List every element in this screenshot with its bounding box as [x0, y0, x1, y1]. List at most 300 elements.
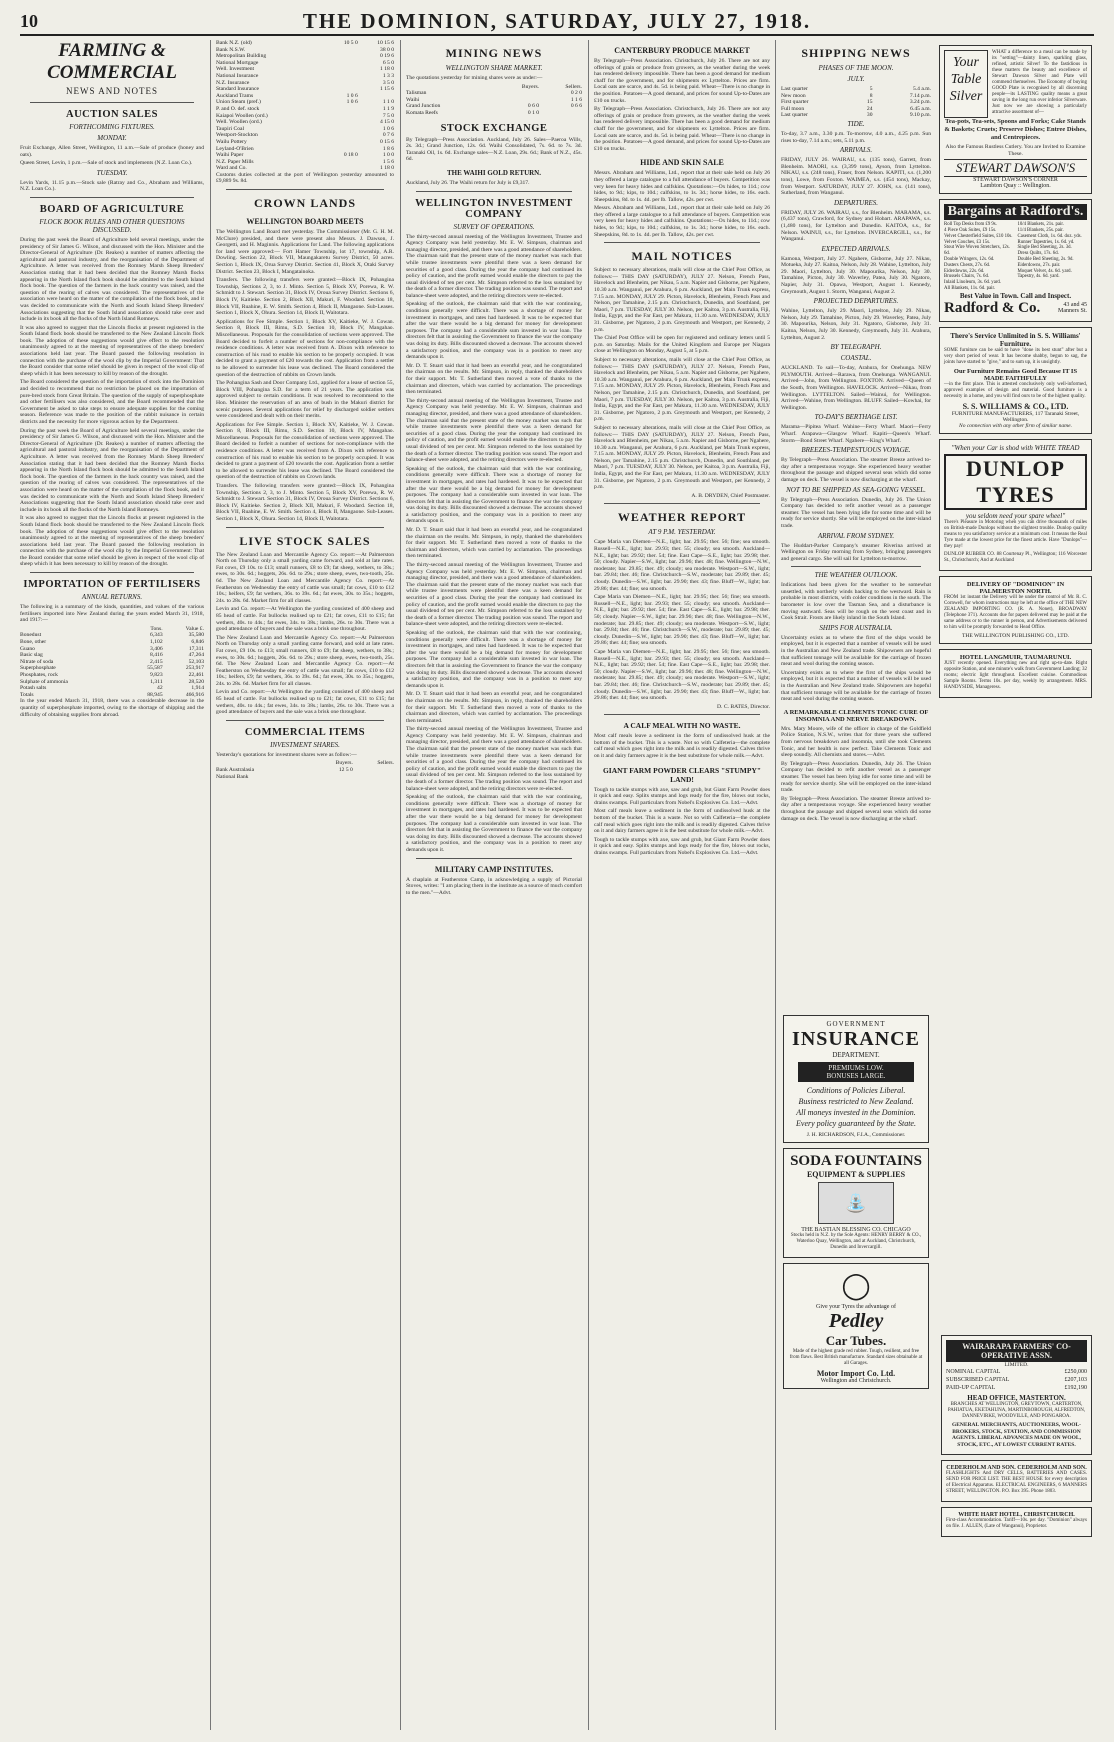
article-text: Uncertainty exists as to where the first of the ships would be employed, but it is expected that a number of vessels will be used in the Australian and New Zealand trade. Shipowners are hopeful that sufficient tonnage will be available for the carriage of frozen meat and wool during the coming season.: [781, 669, 931, 703]
moon-table: [781, 86, 931, 119]
departures-heading: DEPARTURES.: [833, 198, 878, 207]
row-value: £192,190: [1064, 1385, 1087, 1391]
coastal-subheading: COASTAL.: [840, 354, 872, 363]
row-value: 42: [157, 685, 163, 692]
row-value: [353, 774, 394, 781]
row-value: [328, 106, 358, 113]
article-text: Speaking of the outlook, the chairman said that with the war continuing, conditions generally were difficult. There was a shortage of money for investment in mortgages, and rates had hardened. It was to be expected that after the war there would be a big demand for money for development purposes. The company had a considerable sum invested in war loan. The directors felt that in assisting the Government to finance the war the company was doing its duty. Bills discounted showed a decrease. The accounts showed a satisfactory position, and the company was in a position to meet any demands upon it.: [406, 794, 582, 853]
row-value: [328, 73, 358, 80]
table-row: [781, 106, 931, 113]
row-value: 1,102: [150, 639, 163, 646]
ad-title: DELIVERY OF "DOMINION" IN PALMERSTON NORTH.: [966, 580, 1065, 595]
row-label: Bank Australasia: [216, 767, 255, 774]
fountain-icon: ⛲: [818, 1182, 894, 1224]
ad-text: FROM 1st instant the Delivery will be under the control of Mr. R. C. Cornwell, for whom instructions may be left at the office of THE NEW ZEALAND IMPORTING CO. (R. A. Nonet), BROADWAY (Telephone 371). Accounts due for papers delivered may be paid at the same address or to the runner in person, and Advertisements delivered to him will be promptly forwarded to Head Office.: [944, 594, 1087, 630]
row-value: 9.10 p.m.: [909, 112, 931, 119]
article-text: By Telegraph—Press Association. The steamer Breeze arrived to-day after a tempestuous voyage. She experienced heavy weather throughout the passage and shipped several seas which did some damage on deck. The vessel is now discharging at the wharf.: [781, 457, 931, 483]
col-header: Sellers.: [377, 760, 394, 767]
article-text: The thirty-second annual meeting of the Wellington Investment, Trustee and Agency Company was held yesterday. Mr. E. W. Simpson, chairman and managing director, presided, and there was a good attendance of shareholders. The chairman said that the present state of the money market was such that while trustee investments were plentiful there was a keen demand for securities of a good class. During the year the company had continued its policy of caution, and the profit earned would enable the directors to pay the usual dividend of ten per cent. Mr. Simpson referred to the loss sustained by the death of a former director. The trading position was sound. The report and balance-sheet were adopted, and the retiring directors were re-elected.: [406, 562, 582, 628]
article-text: Transfers. The following transfers were granted:—Block IX, Pohangina Township, Sections 2, 3, to J. Minto. Section 5, Block XV, Porewa, R. W. Schmidt to J. Stewart. Section 31, Block IV, Oroua Survey District. Sections 6, Block IV, Kaitieke. Section 2, Block XII, Makuri, F. Woodard. Section 18, Block VII, Ruahine, E. W. Smith. Section 4, Block II, Mangaone. Sub-Leases. Section 1, Block X, Ohura. Section 14, Block II, Waitotara.: [216, 483, 394, 522]
row-value: [328, 86, 358, 93]
list-item: Brussels Chairs, 7s. 6d.: [944, 274, 990, 280]
article-text: Mr. D. T. Stuart said that it had been an eventful year, and he congratulated the chairman on the results. Mr. Simpson, in reply, thanked the shareholders for their support. Mr. T. Sutherland then moved a vote of thanks to the chairman and directors, which was carried by acclamation. The proceedings then terminated.: [406, 527, 582, 560]
ad-title: There's Service Unlimited in S. S. Williams' Furniture.: [950, 331, 1081, 348]
mining-subheading: WELLINGTON SHARE MARKET.: [445, 64, 543, 72]
ad-brand: Radford & Co.: [944, 299, 1041, 316]
row-label: Bank N.Z. (old): [216, 40, 252, 46]
ad-stack-middle: [781, 1010, 931, 1730]
row-value: 6 5 0: [382, 59, 394, 66]
row-value: 1 0 6: [346, 99, 358, 106]
list-item: 10/4 Blankets, 21s. pair.: [1017, 222, 1064, 228]
coastal-heading: BY TELEGRAPH.: [830, 343, 882, 352]
article-text: Cape Maria van Diemen—N.E., light; bar. 29.95; ther. 56; fine; sea smooth. Russell—N.E., light; bar. 29.93; ther. 55; cloudy; sea smooth. Auckland—N.E., light; bar. 29.92; ther. 54; fine. East Cape—S.E., light; bar. 29.98; ther. 50; cloudy. Napier—S.W., light; bar. 29.96; ther. 48; fine. Wellington—N.W., moderate; bar. 29.85; ther. 49; cloudy; sea moderate. Westport—S.W., light; bar. 29.84; ther. 46; fine. Christchurch—S.W., moderate; bar. 29.89; ther. 45; cloudy. Dunedin—S.W., light; bar. 29.90; ther. 43; fine. Bluff—W., light; bar. 29.86; ther. 44; fine; sea smooth.: [594, 594, 770, 647]
row-label: NOMINAL CAPITAL: [946, 1369, 1001, 1375]
table-row: [406, 103, 582, 110]
mining-table: [406, 84, 582, 117]
ad-pedley: [783, 1263, 929, 1389]
article-text: Auckland, July 26. The Waihi return for July is £9,317.: [406, 179, 530, 186]
row-value: 10 5 0: [343, 40, 358, 46]
article-text: Yesterday's quotations for investment shares were as follow:—: [216, 751, 357, 758]
row-value: 1 1 6: [570, 96, 582, 103]
table-row: [216, 126, 394, 133]
weather-heading: WEATHER REPORT: [617, 510, 747, 525]
page-number: 10: [20, 10, 38, 31]
article-text: FRIDAY, JULY 26. WAIRAU, s.s., for Blenheim. MARAMA, s.s. (6,437 tons), Crawford, for Sydney and Hobart. ARAPAWA, s.s. (1,480 tons), for Lyttelton and Dunedin. KAITOA, s.s., for Nelson. WAINUI, s.s., for Lyttelton. INVERCARGILL, s.s., for Wanganui.: [781, 209, 931, 243]
ad-company: Motor Import Co. Ltd.: [816, 1369, 896, 1378]
row-label: Union Steam (pref.): [216, 99, 261, 106]
silver-word: Table: [950, 72, 982, 87]
row-label: PAID-UP CAPITAL: [946, 1385, 996, 1391]
article-text: Mr. D. T. Stuart said that it had been an eventful year, and he congratulated the chairman on the results. Mr. Simpson, in reply, thanked the shareholders for their support. Mr. T. Sutherland then moved a vote of thanks to the chairman and directors, which was carried by acclamation. The proceedings then terminated.: [406, 362, 582, 396]
ad-note: Also the Famous Rustless Cutlery. You are Invited to Examine These.: [945, 144, 1086, 157]
table-row: [216, 86, 394, 93]
masthead: [20, 8, 1094, 36]
commercial-heading: COMMERCIAL ITEMS: [244, 726, 366, 738]
row-label: First quarter: [781, 99, 809, 106]
column-rule: [588, 40, 589, 1730]
row-value: 253,917: [185, 665, 204, 672]
row-value: 38 0 0: [380, 46, 394, 53]
row-value: [328, 146, 358, 153]
row-value: [328, 132, 358, 139]
berthage-heading: TO-DAY'S BERTHAGE LIST.: [814, 413, 898, 422]
article-text: Subject to necessary alterations, mails will close at the Chief Post Office, as follows:— THIS DAY (SATURDAY), JULY 27. Nelson, French Pass, Havelock and Blenheim, per Nikau, 5 a.m. Napier and Gisborne, per Ngahere, 10.30 a.m. Wanganui, per Arahura, 6 p.m. Auckland, per Main Trunk express, 7.15 a.m. MONDAY, JULY 29. Picton, Havelock, Blenheim, French Pass and Nelson, per Tamahine, 2.15 p.m. Christchurch, Dunedin, and Southland, per Maori, 7 p.m. TUESDAY, JULY 30. Nelson, per Kaitoa, 3 p.m. Australia, Fiji, India, Egypt, and the Far East, per Makura, 11.30 a.m. WEDNESDAY, JULY 31. Gisborne, per Ngatoro, 2 p.m. Greymouth and Westport, per Kennedy, 2 p.m.: [594, 267, 770, 333]
auction-text: Queen Street, Levin, 1 p.m.—Sale of stock and implements (N.Z. Loan Co.).: [20, 160, 193, 167]
row-value: 6.45 a.m.: [910, 105, 931, 112]
ad-top: GOVERNMENT: [826, 1020, 886, 1028]
table-row: [20, 632, 204, 639]
table-row: [216, 47, 394, 54]
row-value: 6,343: [150, 632, 163, 639]
ad-address: DUNLOP RUBBER CO. 88 Courtenay Pl., Wellington; 116 Worcester St., Christchurch; And at Auckland: [944, 551, 1087, 563]
list-item: Runner Tapestries, 1s. 6d. yd.: [1017, 239, 1075, 245]
article-text: Levin and Co. report:—At Wellington the yarding consisted of 400 sheep and 85 head of cattle. Fat bullocks realised up to £21; fat cows, £11 to £15; fat wethers, 40s. to 44s.; fat ewes, 34s. to 38s.; lambs, 26s. to 30s. There was a good attendance of buyers and the sale was a brisk one throughout.: [216, 689, 394, 716]
table-row: [216, 139, 394, 146]
table-row: [20, 685, 204, 692]
table-row: [946, 1384, 1087, 1392]
row-label: Potash salts: [20, 685, 47, 692]
ad-list: [1018, 222, 1088, 292]
share-note: Customs duties collected at the port of Wellington yesterday amounted to £9,889 9s. 8d.: [216, 171, 394, 185]
article-text: The thirty-second annual meeting of the Wellington Investment, Trustee and Agency Company was held yesterday. Mr. E. W. Simpson, chairman and managing director, presided, and there was a good attendance of shareholders. The chairman said that the present state of the money market was such that while trustee investments were plentiful there was a keen demand for securities of a good class. During the year the company had continued its policy of caution, and the profit earned would enable the directors to pay the usual dividend of ten per cent. Mr. Simpson referred to the loss sustained by the death of a former director. The trading position was sound. The report and balance-sheet were adopted, and the retiring directors were re-elected.: [406, 233, 582, 299]
row-value: [353, 767, 394, 774]
row-value: 1 18 0: [380, 66, 394, 73]
col-header: Buyers.: [521, 83, 540, 90]
row-label: New moon: [781, 92, 806, 99]
row-value: 1 0 6: [346, 92, 358, 99]
row-value: 0 19 6: [380, 53, 394, 60]
table-row: [406, 90, 582, 97]
row-value: 0 7 6: [382, 132, 394, 139]
article-text: The Pohangina Sash and Door Company Ltd., applied for a lease of section 55, Block VIII, Pohangina S.D. for a term of 21 years. The application was approved subject to certain conditions. It was resolved to recommend to the Hon. Minister the reservation of an area of bush in the Makuri district for scenic purposes. Several applications for relief by discharged soldier settlers were considered and dealt with on their merits.: [216, 380, 394, 420]
row-value: 7.14 p.m.: [909, 92, 931, 99]
row-label: Standard Insurance: [216, 86, 260, 93]
import-table: [20, 626, 204, 699]
row-label: National Bank: [216, 773, 249, 780]
ad-title: WAIRARAPA FARMERS' CO-OPERATIVE ASSN.: [946, 1340, 1087, 1362]
projected-heading: PROJECTED DEPARTURES.: [813, 297, 899, 306]
ad-whitehart: [941, 1507, 1092, 1537]
table-row: [216, 165, 394, 172]
newspaper-title: THE DOMINION, SATURDAY, JULY 27, 1918.: [302, 8, 812, 33]
row-label: Auckland Trams: [216, 92, 254, 99]
auction-day: MONDAY.: [97, 134, 127, 142]
article-text: The Chief Post Office will be open for registered and ordinary letters until 5 p.m. on Saturday. Mails for the United Kingdom and Europe per Niagara close at Wellington on Monday, August 5, at 5 p.m.: [594, 335, 770, 355]
article-text: Tough to tackle stumps with axe, saw and grub, but Giant Farm Powder does it quick and easy. Splits stumps and logs ready for the fire, blows out rocks, drains swamps. Full particulars from Nobel's Explosives Co. Ltd.—Advt.: [594, 786, 770, 806]
ad-text: SOME furniture can be said to have "done its best stunt" after but a very short period of wear. It has become shabby, begun to sag, the joints have started to "give," and to sum up, it is unsightly.: [944, 347, 1087, 365]
row-value: 15: [866, 99, 873, 106]
row-label: National Mortgage: [216, 59, 259, 66]
row-label: Well. Investment: [216, 66, 255, 73]
table-row: [406, 97, 582, 104]
col-header: Sellers.: [565, 83, 582, 90]
row-value: 2,415: [150, 658, 163, 665]
col-header: Value £.: [185, 625, 204, 632]
shipping-heading: SHIPPING NEWS: [801, 46, 911, 60]
auction-heading: AUCTION SALES: [66, 109, 158, 120]
article-text: Tough to tackle stumps with axe, saw and grub, but Giant Farm Powder does it quick and easy. Splits stumps and logs ready for the fire, blows out rocks, drains swamps. Full particulars from Nobel's Explosives Co. Ltd.—Advt.: [594, 836, 770, 856]
row-value: [358, 93, 394, 100]
ad-text: There's Pleasure in Motoring when you can drive thousands of miles on British-made Dunlops without the slightest trouble. Dunlop quality means to you satisfactory service at a minimum cost. It means the Real Tyre made at the lowest price for the finest article. Have "Dunlops"—they pay!: [944, 519, 1087, 549]
row-label: Taupiri Coal: [216, 125, 245, 132]
tube-icon: ◯: [841, 1271, 871, 1300]
ad-text: —in the first place. This is attested conclusively only well-informed, approved examples of design and material. Good furniture is a necessity in a home, and you will find ours to be of the highest quality.: [944, 381, 1087, 399]
row-value: 55,587: [147, 665, 163, 672]
row-value: 9,823: [150, 672, 163, 678]
row-value: 1,311: [150, 678, 163, 685]
row-value: 1 15 6: [380, 86, 394, 93]
tides-heading: TIDE.: [847, 119, 865, 128]
table-row: [781, 99, 931, 106]
row-label: Well. Woollen (ord.): [216, 119, 262, 126]
ad-text: JUST recently opened. Everything new and right up-to-date. Right opposite Station, and one minute's walk from Government Landing; 32 rooms; electric light throughout. Excellent cuisine. Commodious Sample Rooms. Terms 10s. per day, weekly by arrangement. MRS. HANDYSIDE, Manageress.: [944, 660, 1087, 690]
table-row: [216, 159, 394, 166]
article-text: Most calf meals leave a sediment in the form of undissolved husk at the bottom of the bucket. This is a waste. Not so with Calfeteria—the complete calf meal which goes right into the milk and is readily digested. Calves thrive on it and dairy farmers agree it is the best substitute for whole milk.—Advt.: [594, 808, 770, 835]
weather-subheading: AT 9 P.M. YESTERDAY.: [648, 528, 716, 537]
table-row: [216, 119, 394, 126]
ad-sub: FURNITURE MANUFACTURERS, 117 Taranaki Street, Wellington.: [951, 410, 1080, 423]
silver-box: [944, 50, 988, 118]
ad-text: GENERAL MERCHANTS, AUCTIONEERS, WOOL-BROKERS, STOCK, STATION, AND COMMISSION AGENTS. LIBERAL ADVANCES MADE ON WOOL, STOCK, ETC., AT LOWEST CURRENT RATES.: [951, 1422, 1082, 1448]
divider: [604, 503, 760, 504]
article-text: Speaking of the outlook, the chairman said that with the war continuing, conditions generally were difficult. There was a shortage of money for investment in mortgages, and rates had hardened. It was to be expected that after the war there would be a big demand for money for development purposes. The company had a considerable sum invested in war loan. The directors felt that in assisting the Government to finance the war the company was doing its duty. Bills discounted showed a decrease. The accounts showed a satisfactory position, and the company was in a position to meet any demands upon it.: [406, 301, 582, 361]
article-text: By Telegraph—Press Association. Dunedin, July 26. The Union Company has decided to refit another vessel as a passenger steamer. The vessel has been lying idle for some time and will be ready for service shortly. She will be employed on the inter-island trade.: [781, 496, 931, 529]
column-mining: [406, 40, 582, 1730]
article-text: Marama—Pipitea Wharf. Wahine—Ferry Wharf. Maori—Ferry Wharf. Arapawa—Glasgow Wharf. Kapiti—Queen's Wharf. Storm—Bond Street Wharf. Ngahere—King's Wharf.: [781, 424, 931, 444]
article-text: Cape Maria van Diemen—N.E., light; bar. 29.95; ther. 56; fine; sea smooth. Russell—N.E., light; bar. 29.93; ther. 55; cloudy; sea smooth. Auckland—N.E., light; bar. 29.92; ther. 54; fine. East Cape—S.E., light; bar. 29.98; ther. 50; cloudy. Napier—S.W., light; bar. 29.96; ther. 48; fine. Wellington—N.W., moderate; bar. 29.85; ther. 49; cloudy; sea moderate. Westport—S.W., light; bar. 29.84; ther. 46; fine. Christchurch—S.W., moderate; bar. 29.89; ther. 45; cloudy. Dunedin—S.W., light; bar. 29.90; ther. 43; fine. Bluff—W., light; bar. 29.86; ther. 44; fine; sea smooth.: [594, 539, 770, 592]
ad-items: Tea-pots, Tea-sets, Spoons and Forks; Cake Stands & Baskets; Cruets; Preserve Dishes; Entree Dishes, and Centrepieces.: [944, 118, 1087, 141]
row-label: Last quarter: [781, 86, 808, 92]
article-text: Uncertainty exists as to where the first of the ships would be employed, but it is expected that a number of vessels will be used in the Australian and New Zealand trade. Shipowners are hopeful that sufficient tonnage will be available for the carriage of frozen meat and wool during the coming season.: [781, 634, 931, 668]
list-item: Casement Cloth, 1s. 6d. doz. yds.: [1017, 233, 1082, 239]
investment-subheading: SURVEY OF OPERATIONS.: [453, 222, 535, 231]
list-item: Velvet Couches, £3 15s.: [944, 239, 991, 245]
ad-brand: S. S. WILLIAMS & CO., LTD.: [962, 401, 1069, 411]
divider: [30, 102, 194, 103]
import-subheading: ANNUAL RETURNS.: [81, 593, 143, 602]
row-label: Waihi Paper: [216, 152, 244, 159]
ad-maker: THE BASTIAN BLESSING CO. CHICAGO: [801, 1227, 911, 1233]
crown-heading: CROWN LANDS: [253, 196, 356, 211]
list-item: Stout Wire Woven Stretchers, 12s. 6d.: [944, 245, 1010, 257]
ad-conditions: [788, 1085, 924, 1129]
article-text: The quotations yesterday for mining shares were as under:—: [406, 75, 543, 81]
list-item: Inlaid Linoleum, 3s. 6d. yard.: [944, 280, 1002, 286]
row-value: 8,416: [150, 652, 163, 659]
row-value: 1 18 0: [380, 165, 394, 172]
article-text: In the year ended March 31, 1918, there was a considerable decrease in the quantity of superphosphate imported, owing to the shortage of shipping and the difficulty of obtaining supplies from abroad.: [20, 698, 204, 718]
row-value: 10 15 6: [377, 40, 394, 46]
ad-brand: SODA FOUNTAINS: [790, 1153, 922, 1169]
article-text: By Telegraph—Press Association. Auckland, July 26. Sales—Paeroa Wills, 2s. 3d.; Grand Junction, 12s. 6d. Waihi Consolidated, 7s. 6d. to 7s. 3d. Taranaki Oil, 1s. 6d. Exchange sales—N.Z. Loan, 29s. 6d.; Bank of N.Z., 45s. 6d.: [406, 136, 582, 163]
ad-title: Car Tubes.: [825, 1333, 887, 1348]
article-text: During the past week the Board of Agriculture held several meetings, under the presidency of Sir James G. Wilson, and discussed with the Hon. Minister and the Director-General of Agriculture (Dr. Reakes) a number of matters affecting the agricultural and pastoral industry, and the reorganisation of the Department of Agriculture. A letter was received from the Romney Marsh Sheep Breeders' Association stating that it had been decided that the Romney Marsh flocks appearing in the North Island flock book should be admitted to the South Island flock book. The question of the farmers in the back country was raised, and the question of the rearing of calves was considered. The representatives of the association were heard on the matter of the compilation of the flock book, and it was decided to communicate with the North and South Island Sheep Breeders' Associations suggesting that the South Island association should take over and include in its book all the flocks of the North Island Romneys.: [20, 427, 204, 513]
row-value: 0 2 0: [570, 90, 582, 97]
list-item: Velvet Chesterfield Suites, £10 10s.: [944, 233, 1013, 239]
ad-tag: you seldom need your spare wheel": [965, 511, 1066, 520]
row-value: 1 8 6: [382, 145, 394, 152]
article-text: Mrs. Mary Moore, wife of the officer in charge of the Goldfield Police Station, N.S.W., writes that for three years she suffered from nervous breakdown and insomnia, until she took Clements Tonic, and her health is now perfect. Take Clements Tonic and sleep soundly. All chemists and stores.—Advt.: [781, 725, 931, 759]
table-row: [781, 86, 931, 93]
arrivals-heading: ARRIVALS.: [839, 146, 873, 155]
ad-list: [944, 222, 1014, 292]
import-heading: IMPORTATION OF FERTILISERS: [23, 579, 201, 591]
ad-insurance: [783, 1015, 929, 1143]
row-value: 1 5 6: [382, 158, 394, 165]
ad-line: Every policy guaranteed by the State.: [796, 1119, 916, 1128]
commercial-subheading: INVESTMENT SHARES.: [270, 740, 340, 749]
waihi-heading: THE WAIHI GOLD RETURN.: [446, 168, 541, 177]
table-row: [406, 110, 582, 117]
row-value: 88,945: [147, 691, 163, 698]
table-row: [20, 665, 204, 672]
ad-highlights: [798, 1062, 914, 1082]
capital-table: [946, 1368, 1087, 1392]
ad-slogan: Best Value in Town. Call and Inspect.: [959, 291, 1072, 300]
ad-brand: INSURANCE: [792, 1028, 920, 1050]
weather-signature: D. C. BATES, Director.: [717, 703, 770, 710]
row-value: [310, 774, 353, 781]
row-label: Guano: [20, 645, 35, 652]
article-text: The New Zealand Loan and Mercantile Agency Co. report:—At Palmerston North on Thursday only a small yarding came forward, and sold at late rates. Fat cows, £9 10s. to £13; small runners, £8 to £9; fat sheep, wethers, to 38s.; ewes, to 30s. 6d.; hoggets, 26s. 6d. to 29s.; store sheep, ewes, two-tooth, 25s. 6d. The New Zealand Loan and Mercantile Agency Co. report:—At Featherston on Wednesday the entry of cattle was small; fat cows, £10 to £12 10s.; heifers, £9; fat wethers, 36s. to 39s. 6d.; fat ewes, 30s. to 35s.; hoggets, 24s. to 28s. 6d. Market firm for all classes.: [216, 551, 394, 604]
row-value: 24: [866, 105, 873, 112]
board-heading: BOARD OF AGRICULTURE: [39, 203, 185, 215]
col-header: Buyers.: [335, 760, 353, 767]
row-value: 3 5 0: [382, 79, 394, 86]
ad-sub: DEPARTMENT.: [832, 1051, 880, 1059]
row-value: 12 5 0: [338, 767, 353, 774]
row-label: P. and O. def. stock: [216, 105, 260, 112]
row-value: 5.4 a.m.: [912, 86, 931, 92]
row-value: 1 1 9: [382, 105, 394, 112]
auction-day: TUESDAY.: [96, 168, 128, 177]
article-text: During the past week the Board of Agriculture held several meetings, under the presidency of Sir James G. Wilson, and discussed with the Hon. Minister and the Director-General of Agriculture (Dr. Reakes) a number of matters affecting the agricultural and pastoral industry, and the reorganisation of the Department of Agriculture. A letter was received from the Romney Marsh Sheep Breeders' Association stating that it had been decided that the Romney Marsh flocks appearing in the North Island flock book should be admitted to the South Island flock book. The question of the farmers in the back country was raised, and the question of the rearing of calves was considered. The representatives of the association were heard on the matter of the compilation of the flock book, and it was decided to communicate with the North and South Island Sheep Breeders' Associations suggesting that the South Island association should take over and include in its book all the flocks of the North Island Romneys.: [20, 236, 204, 323]
list-item: Double Wringers, 12s. 6d.: [944, 256, 995, 262]
mail-heading: MAIL NOTICES: [631, 249, 733, 264]
ad-sub: STEWART DAWSON'S CORNER: [973, 177, 1058, 184]
row-label: Ward and Co.: [216, 165, 247, 172]
list-item: 4 Piece Oak Suites, £9 15s.: [944, 227, 997, 233]
clements-heading: A REMARKABLE CLEMENTS TONIC CURE OF INSOMNIA AND NERVE BREAKDOWN.: [783, 708, 929, 723]
row-label: National Insurance: [216, 72, 259, 79]
ad-langmuir: [939, 649, 1092, 698]
article-text: Applications for Fee Simple. Section 1, Block XV, Kaitieke, W. J. Cowan. Section 8, Block III, Rimu, S.D. Section 10, Block IV, Mangahao. Miscellaneous. Proposals for the consolidation of sections were approved. The Board decided to forfeit a number of sections for non-compliance with the residence conditions. A letter was received from A. Dixon with reference to construction of his road to enable his section to be properly occupied. It was decided to grant a payment of £20 towards the cost. Application from a settler to be allowed to surrender his lease was declined. The Board considered the question of the destruction of rabbits on Crown lands.: [216, 318, 394, 378]
article-text: To-day, 3.7 a.m., 3.30 p.m. To-morrow, 4.0 a.m., 4.25 p.m. Sun rises to-day, 7.14 a.m.; sets, 5.11 p.m.: [781, 130, 931, 144]
table-row: [216, 40, 394, 47]
table-row: [20, 659, 204, 666]
list-item: Roll Top Desks from £9 9s.: [944, 222, 997, 228]
article-text: AUCKLAND. To sail—To-day, Arahura, for Onehunga. NEW PLYMOUTH. Arrived—Rarawa, from Onehunga. WANGANUI. Arrived—John, from Wellington. FOXTON. Arrived—Queen of the South, from Wellington. HAVELOCK. Arrived—Nikau, from Wellington. LYTTELTON. Sailed—Wainui, for Wellington. Arrived—Wahine, from Wellington. BLUFF. Sailed—Kowhai, for Wellington.: [781, 365, 931, 411]
sea-heading: NOT TO BE SHIPPED AS SEA-GOING VESSEL.: [786, 485, 926, 494]
row-label: Superphosphate: [20, 665, 56, 672]
list-item: Dress Quilts, 17s. 6d.: [1017, 251, 1059, 257]
row-label: Full moon: [781, 105, 805, 112]
divider: [604, 714, 760, 715]
ad-text: Stocks held in N.Z. by the Sole Agents: HENRY BERRY & CO., Waterloo Quay, Wellington, and at Auckland, Christchurch, Dunedin and Invercargill.: [790, 1233, 922, 1250]
produce-heading: CANTERBURY PRODUCE MARKET: [614, 46, 750, 55]
row-label: SUBSCRIBED CAPITAL: [946, 1377, 1010, 1383]
ad-slogan: Our Furniture Remains Good Because IT IS MADE FAITHFULLY: [953, 367, 1078, 382]
table-row: [216, 73, 394, 80]
table-row: [20, 652, 204, 659]
ad-text: BRANCHES AT WELLINGTON, GREYTOWN, CARTERTON, PAHIATUA, EKETAHUNA, MARTINBOROUGH, ALFREDTON, DANNEVIRKE, WOODVILLE, AND PONGAROA.: [947, 1402, 1086, 1419]
row-value: [495, 90, 540, 97]
row-label: N.Z. Insurance: [216, 79, 250, 86]
row-label: Bank N.S.W.: [216, 46, 246, 53]
board-subheading: FLOCK BOOK RULES AND OTHER QUESTIONS DISCUSSED.: [39, 217, 185, 234]
table-row: [216, 60, 394, 67]
row-label: N.Z. Paper Mills: [216, 158, 254, 165]
row-label: Totals: [20, 691, 34, 698]
divider: [416, 858, 572, 859]
row-label: Leyland-O'Brien: [216, 145, 254, 152]
row-label: Metropolitan Building: [216, 53, 267, 60]
article-text: By Telegraph—Press Association. Dunedin, July 26. The Union Company has decided to refit another vessel as a passenger steamer. The vessel has been lying idle for some time and will be ready for service shortly. She will be employed on the inter-island trade.: [781, 760, 931, 794]
ad-soda: [783, 1148, 929, 1258]
article-text: The thirty-second annual meeting of the Wellington Investment, Trustee and Agency Company was held yesterday. Mr. E. W. Simpson, chairman and managing director, presided, and there was a good attendance of shareholders. The chairman said that the present state of the money market was such that while trustee investments were plentiful there was a keen demand for securities of a good class. During the year the company had continued its policy of caution, and the profit earned would enable the directors to pay the usual dividend of ten per cent. Mr. Simpson referred to the loss sustained by the death of a former director. The trading position was sound. The report and balance-sheet were adopted, and the retiring directors were re-elected.: [406, 397, 582, 464]
row-value: 8: [869, 92, 873, 99]
article-text: FRIDAY, JULY 26. WAIRAU, s.s. (135 tons), Garrett, from Blenheim. MAORI, s.s. (3,399 tons), Ayson, from Lyttelton. NIKAU, s.s. (248 tons), Fraser, from Nelson. KAPITI, s.s. (1,200 tons), Lowe, from Foxton. WAIMEA, s.s. (454 tons), Mackay, from Westport. SATURDAY, JULY 27. JOHN, s.s. (141 tons), Sutherland, from Wanganui.: [781, 157, 931, 197]
row-label: Sulphate of ammonia: [20, 678, 68, 685]
row-label: Wailu Pottery: [216, 138, 247, 145]
table-row: [216, 53, 394, 60]
stumps-heading: GIANT FARM POWDER CLEARS "STUMPY" LAND!: [602, 765, 762, 784]
table-row: [781, 93, 931, 100]
list-item: Tapestry, 4s. 6d. yard.: [1017, 274, 1060, 280]
article-text: By Telegraph—Press Association. The steamer Breeze arrived to-day after a tempestuous voyage. She experienced heavy weather throughout the passage and shipped several seas which did some damage on deck. The vessel is now discharging at the wharf.: [781, 795, 931, 822]
ad-note: No connection with any other firm of similar name.: [959, 422, 1072, 429]
article-text: Messrs. Abraham and Williams, Ltd., report that at their sale held on July 26 they offered a large catalogue to a full attendance of buyers. Competition was very keen for heavy hides and calfskins. Quotations:—Ox hides, to 11d.; cow hides, to 9d.; kips, to 10d.; calfskins, to 1s. 3d.; horse hides, to 16s. each. Sheepskins, 8d. to 1s. 4d. per lb. Tallow, 42s. per cwt.: [594, 205, 770, 238]
ad-line: Conditions of Policies Liberal.: [806, 1086, 906, 1095]
ad-cederholm: [941, 1460, 1092, 1502]
outlook-heading: THE WEATHER OUTLOOK.: [814, 571, 898, 580]
table-row: [216, 146, 394, 153]
row-value: [328, 113, 358, 120]
list-item: All Blankets, 11s. 6d. pair.: [944, 285, 995, 291]
row-label: Komata Reefs: [406, 109, 438, 116]
ad-brand: STEWART DAWSON'S: [944, 159, 1087, 177]
moon-month: JULY.: [847, 75, 865, 83]
table-row: [216, 80, 394, 87]
table-row: [946, 1368, 1087, 1376]
ad-delivery: [939, 576, 1092, 644]
article-text: Subject to necessary alterations, mails will close at the Chief Post Office, as follows:— THIS DAY (SATURDAY), JULY 27. Nelson, French Pass, Havelock and Blenheim, per Nikau, 5 a.m. Napier and Gisborne, per Ngahere, 10.30 a.m. Wanganui, per Arahura, 6 p.m. Auckland, per Main Trunk express, 7.15 a.m. MONDAY, JULY 29. Picton, Havelock, Blenheim, French Pass and Nelson, per Tamahine, 2.15 p.m. Christchurch, Dunedin, and Southland, per Maori, 7 p.m. TUESDAY, JULY 30. Nelson, per Kaitoa, 3 p.m. Australia, Fiji, India, Egypt, and the Far East, per Makura, 11.30 a.m. WEDNESDAY, JULY 31. Gisborne, per Ngatoro, 2 p.m. Greymouth and Westport, per Kennedy, 2 p.m.: [594, 424, 770, 491]
ad-text: Made of the highest grade red rubber. Tough, resilient, and free from flaws. Best British manufacture. Standard sizes obtainable at all Garages.: [789, 1349, 923, 1366]
divider: [30, 572, 194, 573]
commercial-table: [216, 760, 394, 780]
row-value: [328, 53, 358, 60]
ad-stack-lower: [939, 1330, 1094, 1730]
ad-title: HOTEL LANGMUIR, TAUMARUNUI.: [959, 653, 1072, 661]
ad-text: WHAT a difference to a meal can be made by its "setting"—dainty linen, sparkling glass, refined, artistic Silver! To the fastidious in these matters the beauty and excellence of Stewart Dawson Silver and Plate will commend themselves. The Economy of buying GOOD Plate is recognised by all discerning people—its LASTING quality means a great saving in the long run over inferior Silverware. Just now we are showing a particularly attractive assortment of—: [992, 50, 1087, 115]
ad-address: 43 and 45 Manners St.: [1058, 302, 1087, 315]
ad-address: Lambton Quay :: Wellington.: [980, 183, 1051, 190]
table-row: [216, 66, 394, 73]
row-value: 1 0 0: [382, 152, 394, 159]
expected-heading: EXPECTED ARRIVALS.: [821, 244, 891, 253]
crown-subheading: WELLINGTON BOARD MEETS: [246, 217, 364, 227]
ad-title: CEDERHOLM AND SON. CEDERHOLM AND SON.: [946, 1465, 1087, 1471]
table-row: [216, 106, 394, 113]
row-label: Bone, other: [20, 639, 47, 646]
table-row: [20, 646, 204, 653]
row-label: Westport-Stockton: [216, 132, 258, 139]
column-produce: [594, 40, 770, 1730]
ad-stewart-dawson: [939, 45, 1092, 194]
row-value: [539, 110, 582, 117]
list-item: 11/4 Blankets, 25s. pair.: [1017, 227, 1064, 233]
military-heading: MILITARY CAMP INSTITUTES.: [434, 864, 554, 874]
table-row: [216, 99, 394, 106]
mail-signature: A. B. DRYDEN, Chief Postmaster.: [691, 492, 770, 499]
table-row: [781, 112, 931, 119]
row-value: 1,914: [191, 685, 204, 692]
article-text: Levin and Co. report:—At Wellington the yarding consisted of 400 sheep and 85 head of cattle. Fat bullocks realised up to £21; fat cows, £11 to £15; fat wethers, 40s. to 44s.; fat ewes, 34s. to 38s.; lambs, 26s. to 30s. There was a good attendance of buyers and the sale was a brisk one throughout.: [216, 606, 394, 633]
row-value: 3,406: [150, 645, 163, 652]
mining-heading: MINING NEWS: [445, 46, 543, 60]
table-row: [216, 152, 394, 159]
ad-williams: [939, 327, 1092, 434]
list-item: Dusters Chests, 27s. 6d.: [944, 262, 991, 268]
row-value: 17,311: [188, 645, 204, 652]
col-header: Tons.: [150, 625, 163, 632]
row-value: 7 5 0: [382, 112, 394, 119]
row-value: 0 15 6: [380, 138, 394, 145]
calf-heading: A CALF MEAL WITH NO WASTE.: [623, 721, 741, 731]
table-row: [20, 692, 204, 699]
